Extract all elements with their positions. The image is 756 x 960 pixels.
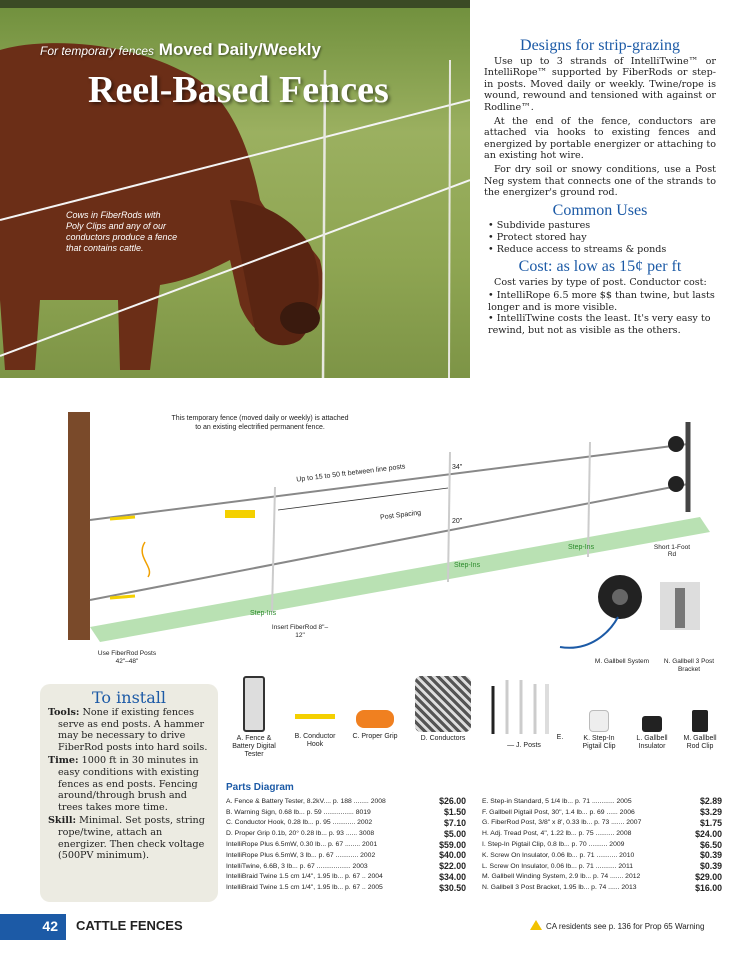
hero-subtitle-prefix: For temporary fences <box>40 44 155 58</box>
legend-desc: A. Fence & Battery Tester, 8.2kV.... p. 188 ........ 2008 <box>226 797 386 805</box>
cost-heading: Cost: as low as 15¢ per ft <box>518 258 682 276</box>
install-label: Tools: <box>48 706 80 718</box>
reel-system-label: M. Gallbell System <box>594 658 650 665</box>
legend-column-left <box>226 796 466 893</box>
legend-desc: K. Screw On Insulator, 0.06 lb... p. 71 ........... 2010 <box>482 851 635 859</box>
warning-text: CA residents see p. 136 for Prop 65 Warning <box>546 922 705 931</box>
legend-desc: L. Screw On Insulator, 0.06 lb... p. 71 ........... 2011 <box>482 862 633 870</box>
legend-price: $29.00 <box>695 871 722 882</box>
legend-price: $22.00 <box>439 861 466 872</box>
clip-icon <box>589 710 609 732</box>
cost-intro: Cost varies by type of post. Conductor cost: <box>494 276 707 288</box>
install-item <box>48 815 210 862</box>
legend-row <box>226 828 466 839</box>
reel-top <box>668 436 684 452</box>
designs-paragraph: Use up to 3 strands of IntelliTwine™ or IntelliRope™ supported by FiberRods or step-in posts. Moved daily or weekly. Twine/rope is wound, rewound and tensioned with against or Rodline™. <box>484 55 716 113</box>
install-item <box>48 755 210 814</box>
product-label: D. Conductors <box>420 735 466 742</box>
parts-legend <box>226 782 726 893</box>
product-conductors <box>412 676 474 743</box>
product-insulator <box>630 676 674 751</box>
legend-row <box>226 796 466 807</box>
hero-photo <box>0 0 470 378</box>
legend-row <box>482 796 722 807</box>
legend-row <box>482 839 722 850</box>
install-label: Skill: <box>48 814 77 826</box>
legend-price: $5.00 <box>443 828 466 839</box>
legend-row <box>482 818 722 829</box>
legend-row <box>482 872 722 883</box>
ground-label: Step-Ins <box>568 544 595 551</box>
legend-price: $2.89 <box>699 796 722 807</box>
install-heading: To install <box>92 688 166 707</box>
legend-row <box>226 818 466 829</box>
list-item: • Reduce access to streams & ponds <box>488 244 716 256</box>
section-title: CATTLE FENCES <box>76 918 183 933</box>
legend-heading: Parts Diagram <box>226 782 294 793</box>
legend-price: $6.50 <box>699 839 722 850</box>
list-item: • IntelliRope 6.5 more $$ than twine, but lasts longer and is more visible. <box>488 290 716 313</box>
ground-label: Step-Ins <box>250 610 277 617</box>
height-label: 20" <box>452 518 463 525</box>
legend-price: $1.75 <box>699 817 722 828</box>
legend-price: $16.00 <box>695 882 722 893</box>
posts-icon <box>485 676 555 736</box>
product-posts <box>484 676 564 750</box>
fence-diagram-svg <box>20 392 730 682</box>
product-grip <box>348 676 402 741</box>
conductor-hook <box>110 517 135 519</box>
legend-row <box>482 807 722 818</box>
legend-price: $30.50 <box>439 882 466 893</box>
right-column <box>484 38 716 337</box>
list-item: • Protect stored hay <box>488 232 716 244</box>
product-tester <box>226 676 282 759</box>
hero-caption: Cows in FiberRods with Poly Clips and any of our conductors produce a fence that contains cattle. <box>66 210 178 253</box>
legend-row <box>482 828 722 839</box>
legend-row <box>482 882 722 893</box>
product-photos <box>226 676 726 778</box>
legend-desc: M. Gallbell Winding System, 2.9 lb... p. 74 ....... 2012 <box>482 873 641 881</box>
uses-list <box>488 220 716 255</box>
legend-row <box>226 850 466 861</box>
designs-paragraph: For dry soil or snowy conditions, use a Post Neg system that connects one of the strands to the energizer's ground rod. <box>484 163 716 199</box>
legend-row <box>226 807 466 818</box>
legend-price: $59.00 <box>439 839 466 850</box>
legend-price: $26.00 <box>439 796 466 807</box>
legend-row <box>226 861 466 872</box>
legend-desc: N. Gallbell 3 Post Bracket, 1.95 lb... p. 74 ...... 2013 <box>482 884 637 892</box>
spacing-label: Up to 15 to 50 ft between line posts <box>295 463 406 484</box>
bracket-label: N. Gallbell 3 Post Bracket <box>663 658 715 673</box>
legend-desc: IntelliBraid Twine 1.5 cm 1/4", 1.95 lb... p. 67 .. 2005 <box>226 884 383 892</box>
legend-desc: IntelliTwine, 6.6B, 3 lb... p. 67 .................. 2003 <box>226 862 368 870</box>
list-item: • Subdivide pastures <box>488 220 716 232</box>
rod-clip-icon <box>692 710 708 732</box>
legend-price: $40.00 <box>439 850 466 861</box>
install-item <box>48 707 210 754</box>
legend-price: $0.39 <box>699 850 722 861</box>
insert-label: Insert FiberRod 8"–12" <box>271 624 329 639</box>
post-label: Use FiberRod Posts 42"–48" <box>97 650 157 665</box>
product-label: C. Proper Grip <box>352 733 398 740</box>
product-label: K. Step-In Pigtail Clip <box>582 735 616 750</box>
prop65-warning <box>530 920 704 931</box>
legend-price: $1.50 <box>443 807 466 818</box>
designs-paragraph: At the end of the fence, conductors are attached via hooks to existing fences and energized by portable energizer or attaching to an existing hot wire. <box>484 115 716 162</box>
legend-desc: I. Step-In Pigtail Clip, 0.8 lb... p. 70 .......... 2009 <box>482 841 625 849</box>
list-item: • IntelliTwine costs the least. It's very easy to rewind, but not as visible as the others. <box>488 313 716 336</box>
uses-heading: Common Uses <box>552 201 648 219</box>
product-pigtail-clip <box>574 676 624 751</box>
legend-desc: C. Conductor Hook, 0.28 lb... p. 95 ............ 2002 <box>226 819 373 827</box>
tester-icon <box>243 676 265 732</box>
install-text: Minimal. Set posts, string rope/twine, attach an energizer. Then check voltage (500PV minimum). <box>58 814 205 862</box>
legend-desc: IntelliRope Plus 6.5mW, 0.30 lb... p. 67 ........ 2001 <box>226 841 378 849</box>
install-text: None if existing fences serve as end posts. A hammer may be necessary to drive FiberRod posts into hard soils. <box>58 706 208 754</box>
legend-price: $3.29 <box>699 807 722 818</box>
legend-desc: IntelliBraid Twine 1.5 cm 1/4", 1.95 lb... p. 67 .. 2004 <box>226 873 383 881</box>
designs-heading: Designs for strip-grazing <box>520 37 680 54</box>
legend-row <box>482 861 722 872</box>
product-label: B. Conductor Hook <box>294 733 336 748</box>
legend-price: $7.10 <box>443 817 466 828</box>
ground-label: Step-Ins <box>454 562 481 569</box>
pigtail-clip <box>142 542 149 577</box>
cost-list <box>488 290 716 336</box>
product-label: E. — J. Posts <box>507 734 564 749</box>
height-label: 34" <box>452 464 463 471</box>
reel-label: Short 1-Foot Rd <box>653 544 691 558</box>
product-label: M. Gallbell Rod Clip <box>683 735 717 750</box>
legend-desc: H. Adj. Tread Post, 4", 1.22 lb... p. 75 .......... 2008 <box>482 830 632 838</box>
legend-column-right <box>482 796 722 893</box>
warning-sign <box>225 510 255 518</box>
insulator-icon <box>642 716 662 732</box>
install-text: 1000 ft in 30 minutes in easy conditions with existing fences as end posts. Fencing around/through brush and trees takes more time. <box>58 754 199 814</box>
legend-desc: E. Step-in Standard, 5 1/4 lb... p. 71 ............ 2005 <box>482 797 632 805</box>
legend-row <box>226 882 466 893</box>
spool-icon <box>415 676 471 732</box>
legend-price: $0.39 <box>699 861 722 872</box>
step-in-post <box>272 487 275 612</box>
post-spacing-label: Post Spacing <box>379 509 422 522</box>
wire-top <box>90 444 688 520</box>
fence-diagram <box>20 392 730 682</box>
legend-price: $24.00 <box>695 828 722 839</box>
product-rod-clip <box>678 676 722 751</box>
reel-bottom <box>668 476 684 492</box>
conductor-hook <box>110 596 135 598</box>
warning-icon <box>530 920 542 930</box>
grip-icon <box>356 710 394 728</box>
page-number: 42 <box>0 914 66 940</box>
hook-icon <box>295 714 335 719</box>
page-title: Reel-Based Fences <box>88 69 389 111</box>
product-label: L. Gallbell Insulator <box>636 735 668 750</box>
legend-row <box>226 839 466 850</box>
legend-desc: IntelliRope Plus 6.5mW, 3 lb... p. 67 ............ 2002 <box>226 851 376 859</box>
install-label: Time: <box>48 754 79 766</box>
legend-desc: B. Warning Sign, 0.68 lb... p. 59 ................ 8019 <box>226 808 371 816</box>
legend-desc: G. FiberRod Post, 3/8" x 8', 0.33 lb... p. 73 ....... 2007 <box>482 819 642 827</box>
reel-cable <box>560 617 618 648</box>
product-hook <box>290 676 340 749</box>
legend-price: $34.00 <box>439 871 466 882</box>
wooden-post <box>68 412 90 640</box>
page-footer <box>0 912 756 942</box>
product-label: A. Fence & Battery Digital Tester <box>232 735 276 758</box>
hero-subtitle-main: Moved Daily/Weekly <box>158 40 321 59</box>
hero-subtitle <box>40 40 321 60</box>
install-box <box>40 684 218 902</box>
legend-row <box>226 872 466 883</box>
spacing-arrow <box>278 488 448 510</box>
legend-desc: D. Proper Grip 0.1b, 20° 0.28 lb... p. 93 ...... 3008 <box>226 830 375 838</box>
diagram-note: This temporary fence (moved daily or weekly) is attached to an existing electrified permanent fence. <box>171 415 349 431</box>
legend-desc: F. Gallbell Pigtail Post, 30", 1.4 lb... p. 69 ...... 2006 <box>482 808 635 816</box>
legend-row <box>482 850 722 861</box>
